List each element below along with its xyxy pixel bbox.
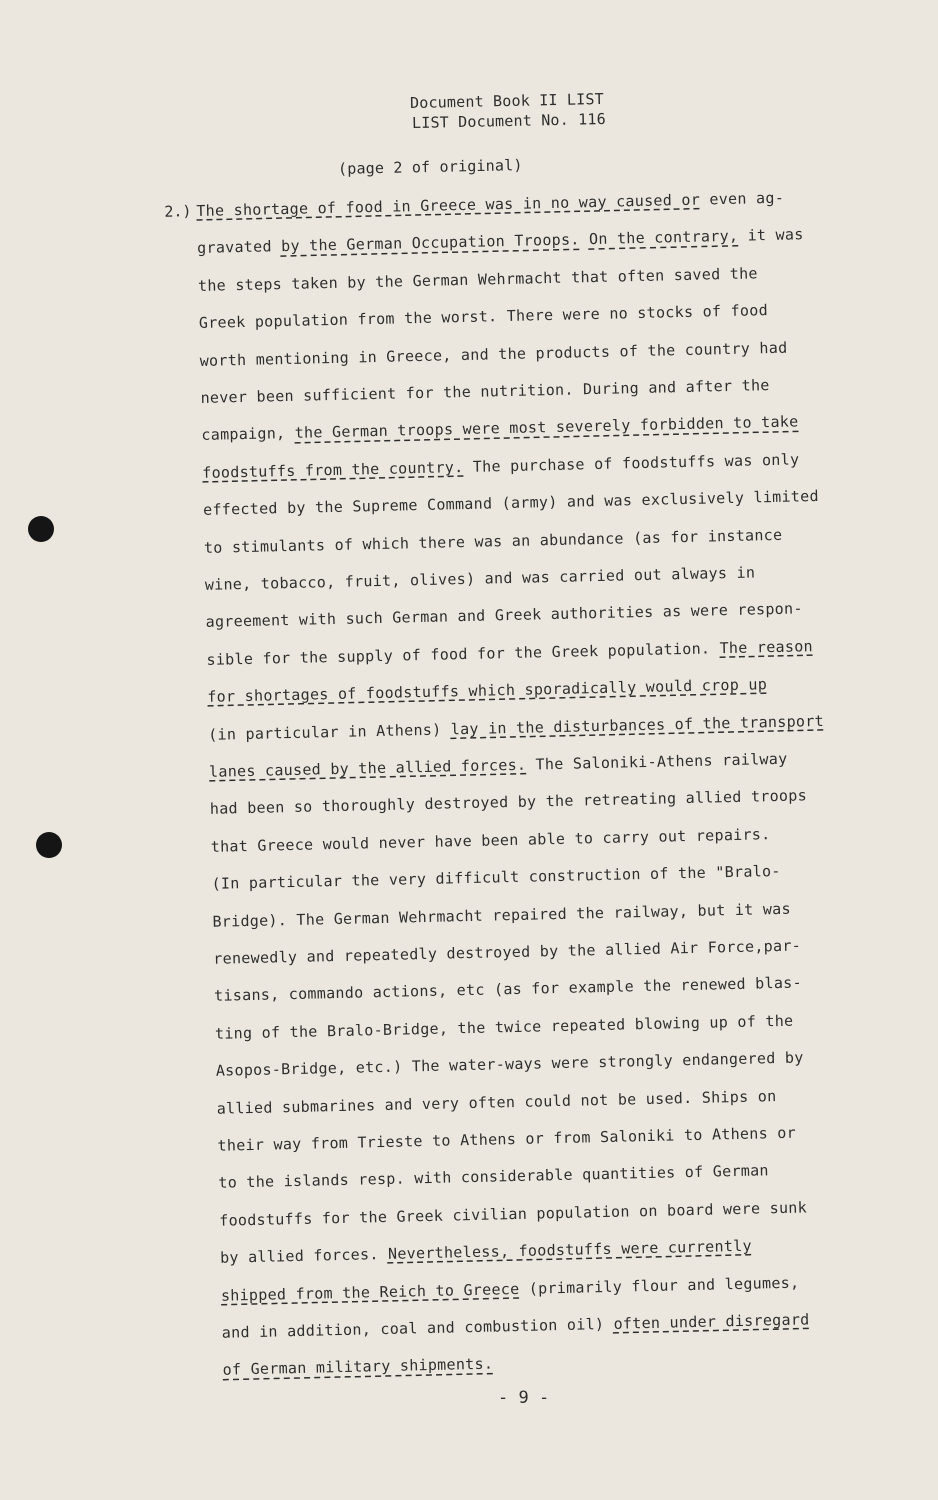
text-line xyxy=(214,974,802,1005)
text-segment: the steps taken by the German Wehrmacht that often saved the xyxy=(197,264,758,295)
text-line xyxy=(220,1237,752,1267)
punch-hole-bottom xyxy=(36,832,62,858)
text-line xyxy=(210,787,807,819)
underlined-text: by the German Occupation Troops. xyxy=(280,230,580,256)
text-line xyxy=(199,301,768,332)
text-segment: Bridge). The German Wehrmacht repaired the railway, but it was xyxy=(212,899,792,931)
text-segment: effected by the Supreme Command (army) and was exclusively limited xyxy=(202,487,820,520)
text-line xyxy=(200,376,769,407)
text-segment: wine, tobacco, fruit, olives) and was carried out always in xyxy=(204,563,756,594)
text-segment: The Saloniki-Athens railway xyxy=(526,749,788,774)
underlined-text: for shortages of foodstuffs which sporadically would crop up xyxy=(207,675,768,707)
page-number: - 9 - xyxy=(498,1388,550,1408)
text-segment: gravated xyxy=(196,237,282,258)
text-line xyxy=(211,862,780,893)
text-segment: The purchase of foodstuffs was only xyxy=(463,450,800,476)
text-segment: worth mentioning in Greece, and the products of the country had xyxy=(199,338,788,370)
text-line xyxy=(203,487,819,519)
body-text xyxy=(164,180,938,1396)
text-line xyxy=(205,563,756,593)
underlined-text: On the contrary, xyxy=(588,227,739,249)
text-line xyxy=(219,1198,807,1229)
text-segment: to the islands resp. with considerable quantities of German xyxy=(218,1161,769,1193)
text-line xyxy=(198,264,758,295)
text-segment: agreement with such German and Greek authorities as were respon- xyxy=(205,599,803,632)
underlined-text: lay in the disturbances of the transport xyxy=(450,711,825,738)
page-reference: (page 2 of original) xyxy=(337,156,523,178)
text-line xyxy=(211,825,771,856)
text-segment: by allied forces. xyxy=(219,1245,389,1267)
underlined-text: shipped from the Reich to Greece xyxy=(220,1279,520,1305)
text-line xyxy=(212,899,791,930)
underlined-text: foodstuffs from the country. xyxy=(202,457,464,482)
text-segment: Asopos-Bridge, etc.) The water-ways were strongly endangered by xyxy=(215,1048,804,1080)
underlined-text: Nevertheless, foodstuffs were currently xyxy=(387,1236,753,1264)
text-line xyxy=(196,189,784,220)
text-segment: renewedly and repeatedly destroyed by the allied Air Force,par- xyxy=(213,936,802,968)
text-line xyxy=(218,1162,769,1192)
text-segment: (In particular the very difficult construction of the "Bralo- xyxy=(211,862,781,894)
text-line xyxy=(201,413,798,445)
text-segment: (primarily flour and legumes, xyxy=(519,1273,800,1298)
underlined-text: often under disregard xyxy=(613,1310,810,1333)
text-segment: to stimulants of which there was an abundance (as for instance xyxy=(203,525,783,557)
text-line xyxy=(216,1049,804,1080)
text-segment: (in particular in Athens) xyxy=(208,719,451,744)
text-line xyxy=(221,1273,800,1304)
text-line xyxy=(209,750,788,781)
text-line xyxy=(197,226,804,258)
text-line xyxy=(206,637,813,669)
text-line xyxy=(205,600,802,632)
text-segment: Greek population from the worst. There were no stocks of food xyxy=(198,301,769,333)
text-line xyxy=(222,1310,810,1341)
text-segment: that Greece would never have been able to carry out repairs. xyxy=(210,824,771,856)
text-segment: their way from Trieste to Athens or from Saloniki to Athens or xyxy=(217,1123,797,1155)
punch-hole-top xyxy=(28,516,54,542)
document-number-label: LIST Document No. 116 xyxy=(411,109,607,133)
text-line xyxy=(207,675,767,706)
text-line xyxy=(204,525,783,556)
text-segment: campaign, xyxy=(201,424,295,445)
text-line xyxy=(217,1087,777,1118)
text-line xyxy=(200,338,788,369)
text-segment: foodstuffs for the Greek civilian population on board were sunk xyxy=(219,1198,808,1230)
text-segment: had been so thoroughly destroyed by the retreating allied troops xyxy=(209,786,808,819)
text-line xyxy=(202,450,799,482)
text-line xyxy=(222,1355,493,1379)
text-line xyxy=(215,1011,794,1042)
text-segment: ting of the Bralo-Bridge, the twice repeated blowing up of the xyxy=(214,1011,794,1043)
text-line xyxy=(213,936,801,967)
text-segment: tisans, commando actions, etc (as for example the renewed blas- xyxy=(213,973,803,1006)
text-segment xyxy=(579,230,589,248)
text-segment: never been sufficient for the nutrition. During and after the xyxy=(200,376,770,407)
text-segment: sible for the supply of food for the Greek population. xyxy=(206,639,720,669)
text-segment: even ag- xyxy=(699,188,785,209)
underlined-text: of German military shipments. xyxy=(222,1354,494,1380)
text-line xyxy=(208,711,824,743)
underlined-text: The reason xyxy=(719,636,814,658)
document-book-label: Document Book II LIST xyxy=(409,89,605,113)
underlined-text: lanes caused by the allied forces. xyxy=(208,755,527,781)
underlined-text: the German troops were most severely forbidden to take xyxy=(294,412,799,443)
paragraph-number: 2.) xyxy=(164,202,192,221)
underlined-text: The shortage of food in Greece was in no way caused or xyxy=(196,190,701,220)
text-segment: allied submarines and very often could not be used. Ships on xyxy=(216,1086,777,1118)
text-segment: it was xyxy=(738,225,804,246)
text-line xyxy=(217,1124,796,1155)
text-segment: and in addition, coal and combustion oil) xyxy=(221,1314,614,1342)
